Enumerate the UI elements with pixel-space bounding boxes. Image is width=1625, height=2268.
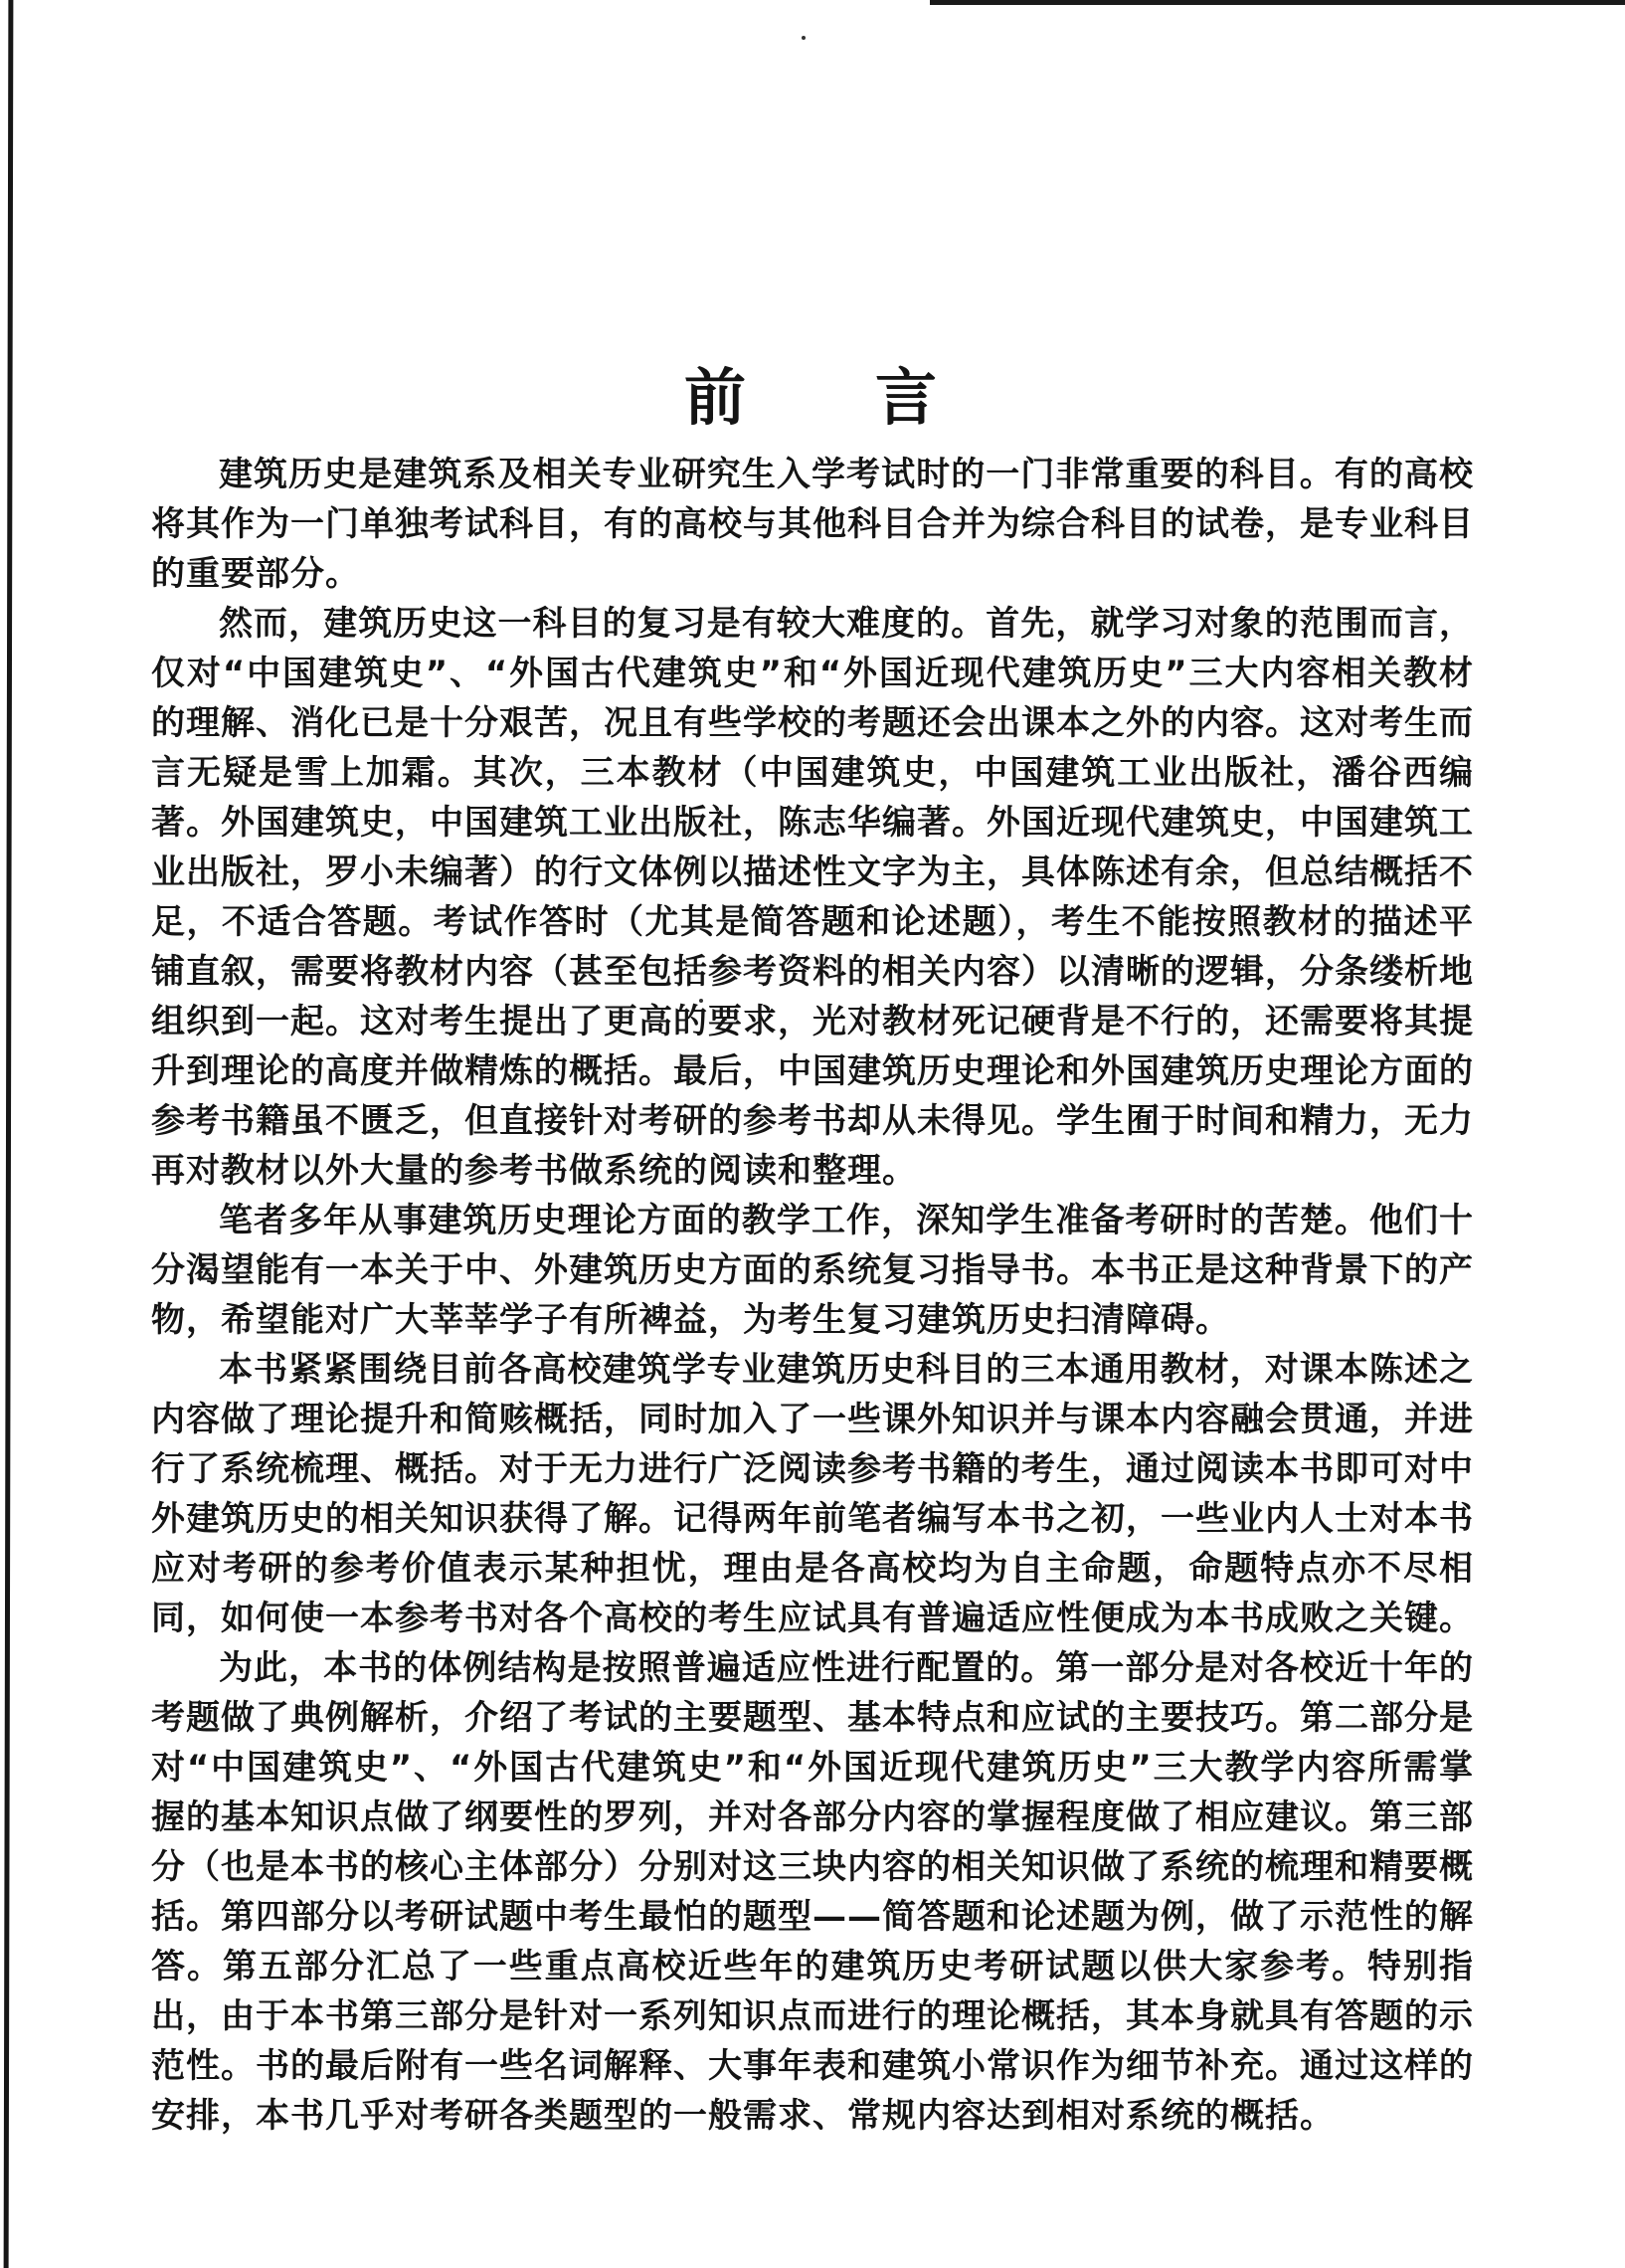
preface-paragraph-1: 建筑历史是建筑系及相关专业研究生入学考试时的一门非常重要的科目。有的高校将其作为一门单独考试科目，有的高校与其他科目合并为综合科目的试卷，是专业科目的重要部分。 <box>151 455 1474 594</box>
preface-paragraph-3: 笔者多年从事建筑历史理论方面的教学工作，深知学生准备考研时的苦楚。他们十分渴望能有一本关于中、外建筑历史方面的系统复习指导书。本书正是这种背景下的产物，希望能对广大莘莘学子有所裨益，为考生复习建筑历史扫清障碍。 <box>151 1201 1474 1340</box>
preface-paragraph-5: 为此，本书的体例结构是按照普遍适应性进行配置的。第一部分是对各校近十年的考题做了典例解析，介绍了考试的主要题型、基本特点和应试的主要技巧。第二部分是对“中国建筑史”、“外国古代建筑史”和“外国近现代建筑历史”三大教学内容所需掌握的基本知识点做了纲要性的罗列，并对各部分内容的掌握程度做了相应建议。第三部分（也是本书的核心主体部分）分别对这三块内容的相关知识做了系统的梳理和精要概括。第四部分以考研试题中考生最怕的题型——简答题和论述题为例，做了示范性的解答。第五部分汇总了一些重点高校近些年的建筑历史考研试题以供大家参考。特别指出，由于本书第三部分是针对一系列知识点而进行的理论概括，其本身就具有答题的示范性。书的最后附有一些名词解释、大事年表和建筑小常识作为细节补充。通过这样的安排，本书几乎对考研各类题型的一般需求、常规内容达到相对系统的概括。 <box>151 1648 1474 2136</box>
page-scan-left-edge <box>4 0 14 2268</box>
preface-title: 前 言 <box>683 360 939 434</box>
preface-body <box>151 450 1474 2141</box>
page-scan-top-edge <box>930 0 1625 5</box>
preface-paragraph-4: 本书紧紧围绕目前各高校建筑学专业建筑历史科目的三本通用教材，对课本陈述之内容做了理论提升和简赅概括，同时加入了一些课外知识并与课本内容融会贯通，并进行了系统梳理、概括。对于无力进行广泛阅读参考书籍的考生，通过阅读本书即可对中外建筑历史的相关知识获得了解。记得两年前笔者编写本书之初，一些业内人士对本书应对考研的参考价值表示某种担忧，理由是各高校均为自主命题，命题特点亦不尽相同，如何使一本参考书对各个高校的考生应试具有普遍适应性便成为本书成败之关键。 <box>151 1350 1474 1638</box>
preface-paragraph-2: 然而，建筑历史这一科目的复习是有较大难度的。首先，就学习对象的范围而言，仅对“中国建筑史”、“外国古代建筑史”和“外国近现代建筑历史”三大内容相关教材的理解、消化已是十分艰苦，况且有些学校的考题还会出课本之外的内容。这对考生而言无疑是雪上加霜。其次，三本教材（中国建筑史，中国建筑工业出版社，潘谷西编著。外国建筑史，中国建筑工业出版社，陈志华编著。外国近现代建筑史，中国建筑工业出版社，罗小未编著）的行文体例以描述性文字为主，具体陈述有余，但总结概括不足，不适合答题。考试作答时（尤其是简答题和论述题），考生不能按照教材的描述平铺直叙，需要将教材内容（甚至包括参考资料的相关内容）以清晰的逻辑，分条缕析地组织到一起。这对考生提出了更高的要求，光对教材死记硬背是不行的，还需要将其提升到理论的高度并做精炼的概括。最后，中国建筑历史理论和外国建筑历史理论方面的参考书籍虽不匮乏，但直接针对考研的参考书却从未得见。学生囿于时间和精力，无力再对教材以外大量的参考书做系统的阅读和整理。 <box>151 604 1474 1191</box>
scan-speck <box>802 36 806 40</box>
